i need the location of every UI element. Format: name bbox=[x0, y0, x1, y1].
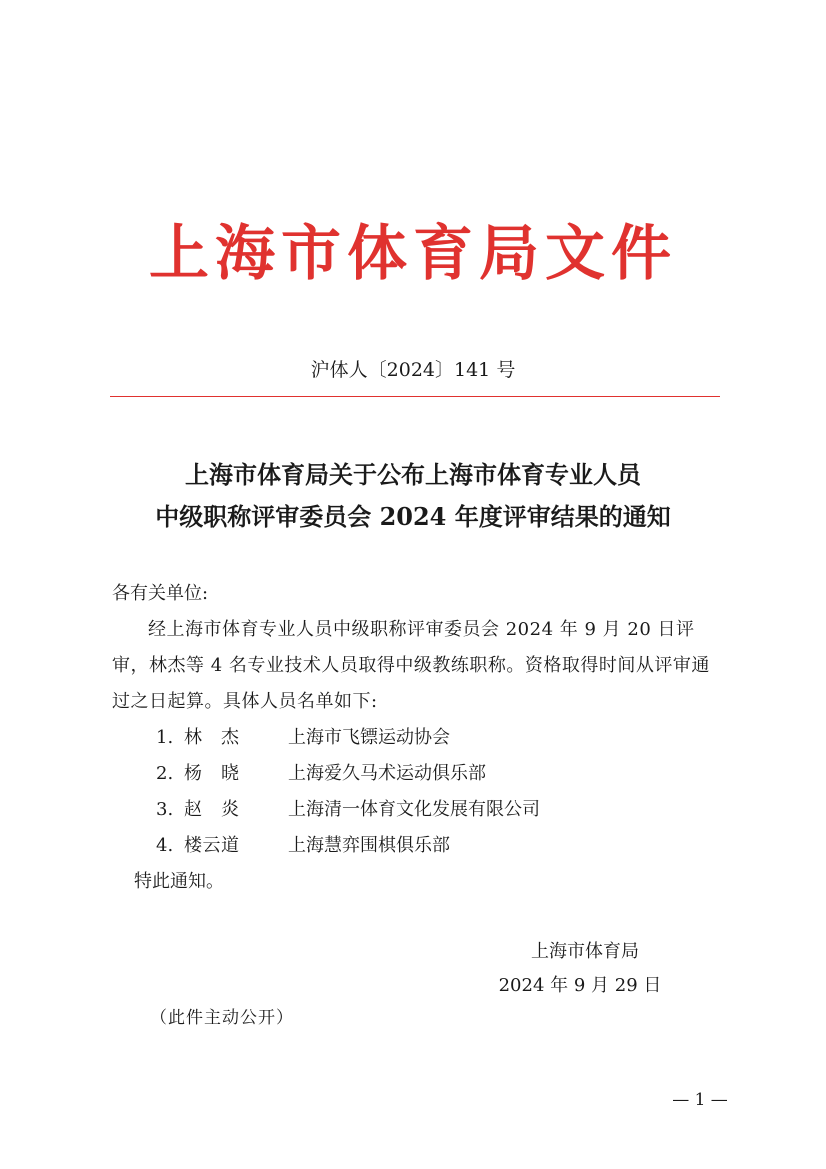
closing-remark: 特此通知。 bbox=[134, 871, 224, 892]
red-divider-line bbox=[110, 396, 720, 397]
list-item bbox=[112, 756, 720, 792]
document-header-title: 上海市体育局文件 bbox=[149, 219, 677, 289]
notice-title bbox=[0, 454, 826, 538]
list-item-organization: 上海清一体育文化发展有限公司 bbox=[288, 799, 540, 820]
page-number: — 1 — bbox=[672, 1090, 728, 1110]
salutation: 各有关单位: bbox=[112, 583, 209, 604]
document-number: 沪体人〔2024〕141 号 bbox=[310, 359, 516, 381]
list-item-organization: 上海爱久马术运动俱乐部 bbox=[288, 763, 486, 784]
signature-organization: 上海市体育局 bbox=[531, 941, 639, 962]
personnel-list bbox=[112, 720, 720, 864]
notice-body bbox=[112, 576, 720, 900]
body-paragraph: 经上海市体育专业人员中级职称评审委员会 2024 年 9 月 20 日评审，林杰等 4 名专业技术人员取得中级教练职称。资格取得时间从评审通过之日起算。具体人员名单如下: bbox=[112, 619, 710, 712]
notice-title-line-1: 上海市体育局关于公布上海市体育专业人员 bbox=[185, 460, 641, 489]
list-item-index: 3. bbox=[156, 799, 174, 820]
list-item-name: 林 杰 bbox=[184, 727, 240, 748]
list-item-index: 1. bbox=[156, 727, 174, 748]
list-item-organization: 上海慧弈围棋俱乐部 bbox=[288, 835, 450, 856]
list-item-index: 2. bbox=[156, 763, 174, 784]
notice-title-line-2: 中级职称评审委员会 2024 年度评审结果的通知 bbox=[155, 502, 671, 531]
list-item bbox=[112, 720, 720, 756]
list-item-index: 4. bbox=[156, 835, 174, 856]
list-item bbox=[112, 792, 720, 828]
signature-date: 2024 年 9 月 29 日 bbox=[498, 975, 662, 996]
list-item-name: 赵 炎 bbox=[184, 799, 240, 820]
disclosure-note: （此件主动公开） bbox=[150, 1008, 294, 1028]
list-item-organization: 上海市飞镖运动协会 bbox=[288, 727, 450, 748]
list-item-name: 杨 晓 bbox=[184, 763, 240, 784]
list-item bbox=[112, 828, 720, 864]
list-item-name: 楼云道 bbox=[184, 835, 240, 856]
